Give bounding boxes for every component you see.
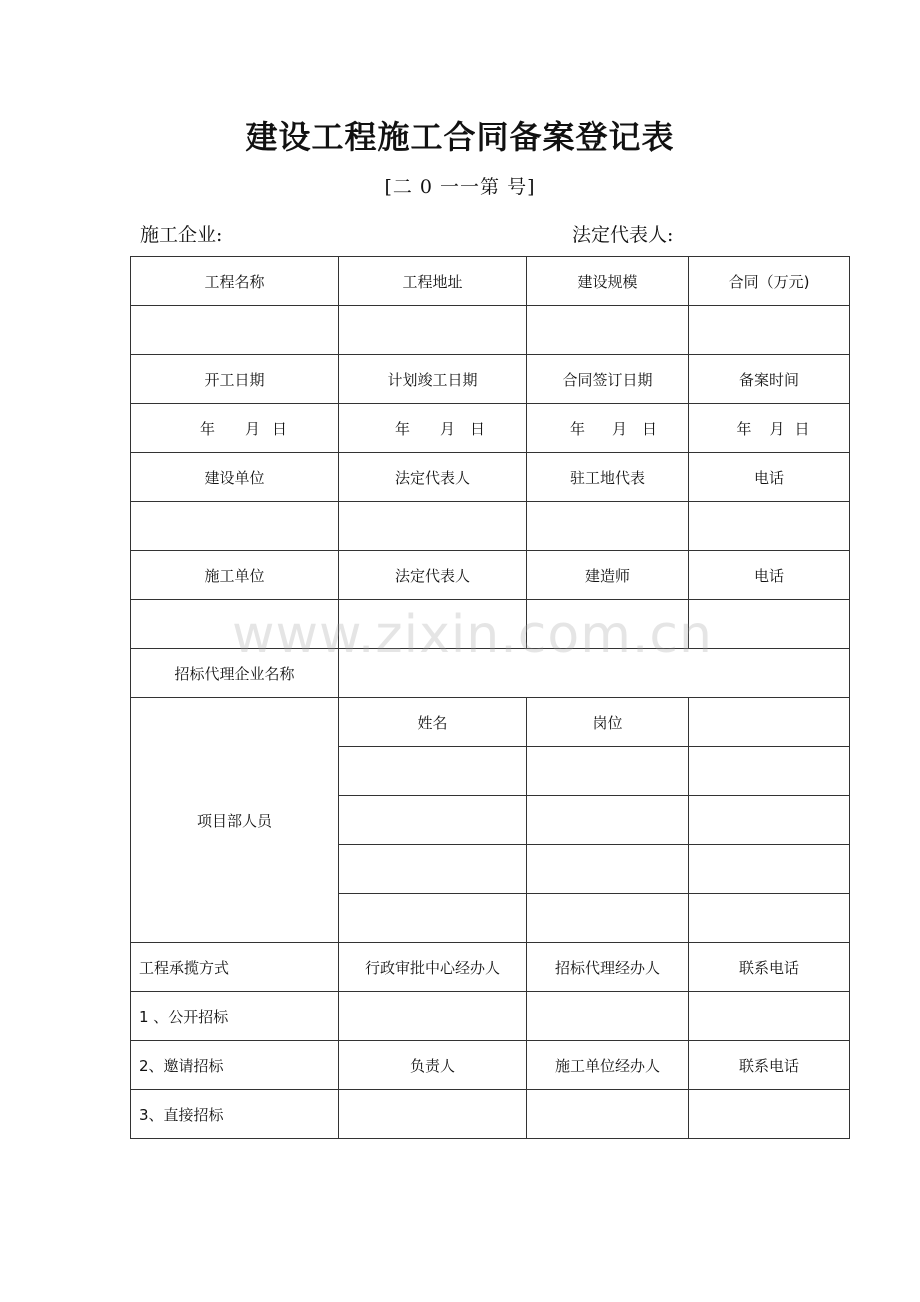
header-bidding-agency-handler: 招标代理经办人 — [527, 943, 689, 992]
staff-position-cell[interactable] — [527, 845, 689, 894]
staff-extra-cell[interactable] — [689, 796, 850, 845]
month-label: 月 — [439, 419, 455, 438]
header-developer-legal-rep: 法定代表人 — [339, 453, 527, 502]
contact-phone-cell-2[interactable] — [689, 1090, 850, 1139]
project-address-cell[interactable] — [339, 306, 527, 355]
developer-legal-rep-cell[interactable] — [339, 502, 527, 551]
table-row — [131, 600, 850, 649]
project-staff-label: 项目部人员 — [131, 698, 339, 943]
table-row — [131, 1090, 850, 1139]
staff-position-cell[interactable] — [527, 747, 689, 796]
contractor-legal-rep-cell[interactable] — [339, 600, 527, 649]
table-row — [131, 257, 850, 306]
header-person-in-charge: 负责人 — [339, 1041, 527, 1090]
month-label: 月 — [769, 419, 785, 438]
year-label: 年 — [394, 419, 410, 438]
contractor-phone-cell[interactable] — [689, 600, 850, 649]
construction-scale-cell[interactable] — [527, 306, 689, 355]
staff-name-cell[interactable] — [339, 894, 527, 943]
header-staff-name: 姓名 — [339, 698, 527, 747]
header-developer-unit: 建设单位 — [131, 453, 339, 502]
header-construction-scale: 建设规模 — [527, 257, 689, 306]
header-contact-phone-2: 联系电话 — [689, 1041, 850, 1090]
staff-position-cell[interactable] — [527, 894, 689, 943]
watermark: www.zixin.com.cn — [232, 605, 713, 665]
developer-unit-cell[interactable] — [131, 502, 339, 551]
option-direct-bidding[interactable]: 3、直接招标 — [131, 1090, 339, 1139]
table-row — [131, 1041, 850, 1090]
table-row — [131, 502, 850, 551]
day-label: 日 — [794, 419, 810, 438]
staff-extra-cell[interactable] — [689, 845, 850, 894]
constructor-cell[interactable] — [527, 600, 689, 649]
table-row — [131, 404, 850, 453]
header-constructor: 建造师 — [527, 551, 689, 600]
year-label: 年 — [736, 419, 752, 438]
header-contractor-phone: 电话 — [689, 551, 850, 600]
form-number-line: [二 0 一一第 号] — [384, 176, 536, 198]
option-invited-bidding[interactable]: 2、邀请招标 — [131, 1041, 339, 1090]
table-row — [131, 306, 850, 355]
header-planned-completion-date: 计划竣工日期 — [339, 355, 527, 404]
header-project-address: 工程地址 — [339, 257, 527, 306]
month-label: 月 — [244, 419, 260, 438]
site-representative-cell[interactable] — [527, 502, 689, 551]
contractor-handler-cell[interactable] — [527, 1090, 689, 1139]
header-developer-phone: 电话 — [689, 453, 850, 502]
table-row — [131, 551, 850, 600]
table-row — [131, 649, 850, 698]
contact-phone-cell[interactable] — [689, 992, 850, 1041]
registration-table — [130, 256, 850, 1139]
header-contract-signing-date: 合同签订日期 — [527, 355, 689, 404]
header-contract-amount: 合同（万元) — [689, 257, 850, 306]
contract-signing-date-cell[interactable] — [527, 404, 689, 453]
filing-time-cell[interactable] — [689, 404, 850, 453]
developer-phone-cell[interactable] — [689, 502, 850, 551]
staff-name-cell[interactable] — [339, 845, 527, 894]
bidding-agency-name-cell[interactable] — [339, 649, 850, 698]
year-label: 年 — [569, 419, 585, 438]
table-row — [131, 992, 850, 1041]
staff-name-cell[interactable] — [339, 747, 527, 796]
day-label: 日 — [641, 419, 657, 438]
staff-extra-cell[interactable] — [689, 747, 850, 796]
table-row — [131, 943, 850, 992]
contract-method-label: 工程承揽方式 — [131, 943, 339, 992]
header-contractor-unit: 施工单位 — [131, 551, 339, 600]
table-row — [131, 355, 850, 404]
header-bidding-agency-name: 招标代理企业名称 — [131, 649, 339, 698]
day-label: 日 — [469, 419, 485, 438]
header-contact-phone: 联系电话 — [689, 943, 850, 992]
planned-completion-date-cell[interactable] — [339, 404, 527, 453]
header-site-representative: 驻工地代表 — [527, 453, 689, 502]
contractor-unit-cell[interactable] — [131, 600, 339, 649]
header-start-date: 开工日期 — [131, 355, 339, 404]
day-label: 日 — [271, 419, 287, 438]
form-title: 建设工程施工合同备案登记表 — [245, 118, 675, 156]
staff-extra-cell[interactable] — [689, 698, 850, 747]
staff-extra-cell[interactable] — [689, 894, 850, 943]
option-public-bidding[interactable]: 1 、公开招标 — [131, 992, 339, 1041]
table-row — [131, 698, 850, 747]
legal-representative-label: 法定代表人: — [572, 224, 674, 246]
staff-name-cell[interactable] — [339, 796, 527, 845]
header-project-name: 工程名称 — [131, 257, 339, 306]
project-name-cell[interactable] — [131, 306, 339, 355]
staff-position-cell[interactable] — [527, 796, 689, 845]
start-date-cell[interactable] — [131, 404, 339, 453]
bidding-agency-handler-cell[interactable] — [527, 992, 689, 1041]
table-row — [131, 453, 850, 502]
person-in-charge-cell[interactable] — [339, 1090, 527, 1139]
header-approval-center-handler: 行政审批中心经办人 — [339, 943, 527, 992]
header-contractor-legal-rep: 法定代表人 — [339, 551, 527, 600]
month-label: 月 — [611, 419, 627, 438]
construction-company-label: 施工企业: — [140, 224, 223, 246]
header-filing-time: 备案时间 — [689, 355, 850, 404]
contract-amount-cell[interactable] — [689, 306, 850, 355]
year-label: 年 — [199, 419, 215, 438]
approval-center-handler-cell[interactable] — [339, 992, 527, 1041]
header-contractor-handler: 施工单位经办人 — [527, 1041, 689, 1090]
header-staff-position: 岗位 — [527, 698, 689, 747]
